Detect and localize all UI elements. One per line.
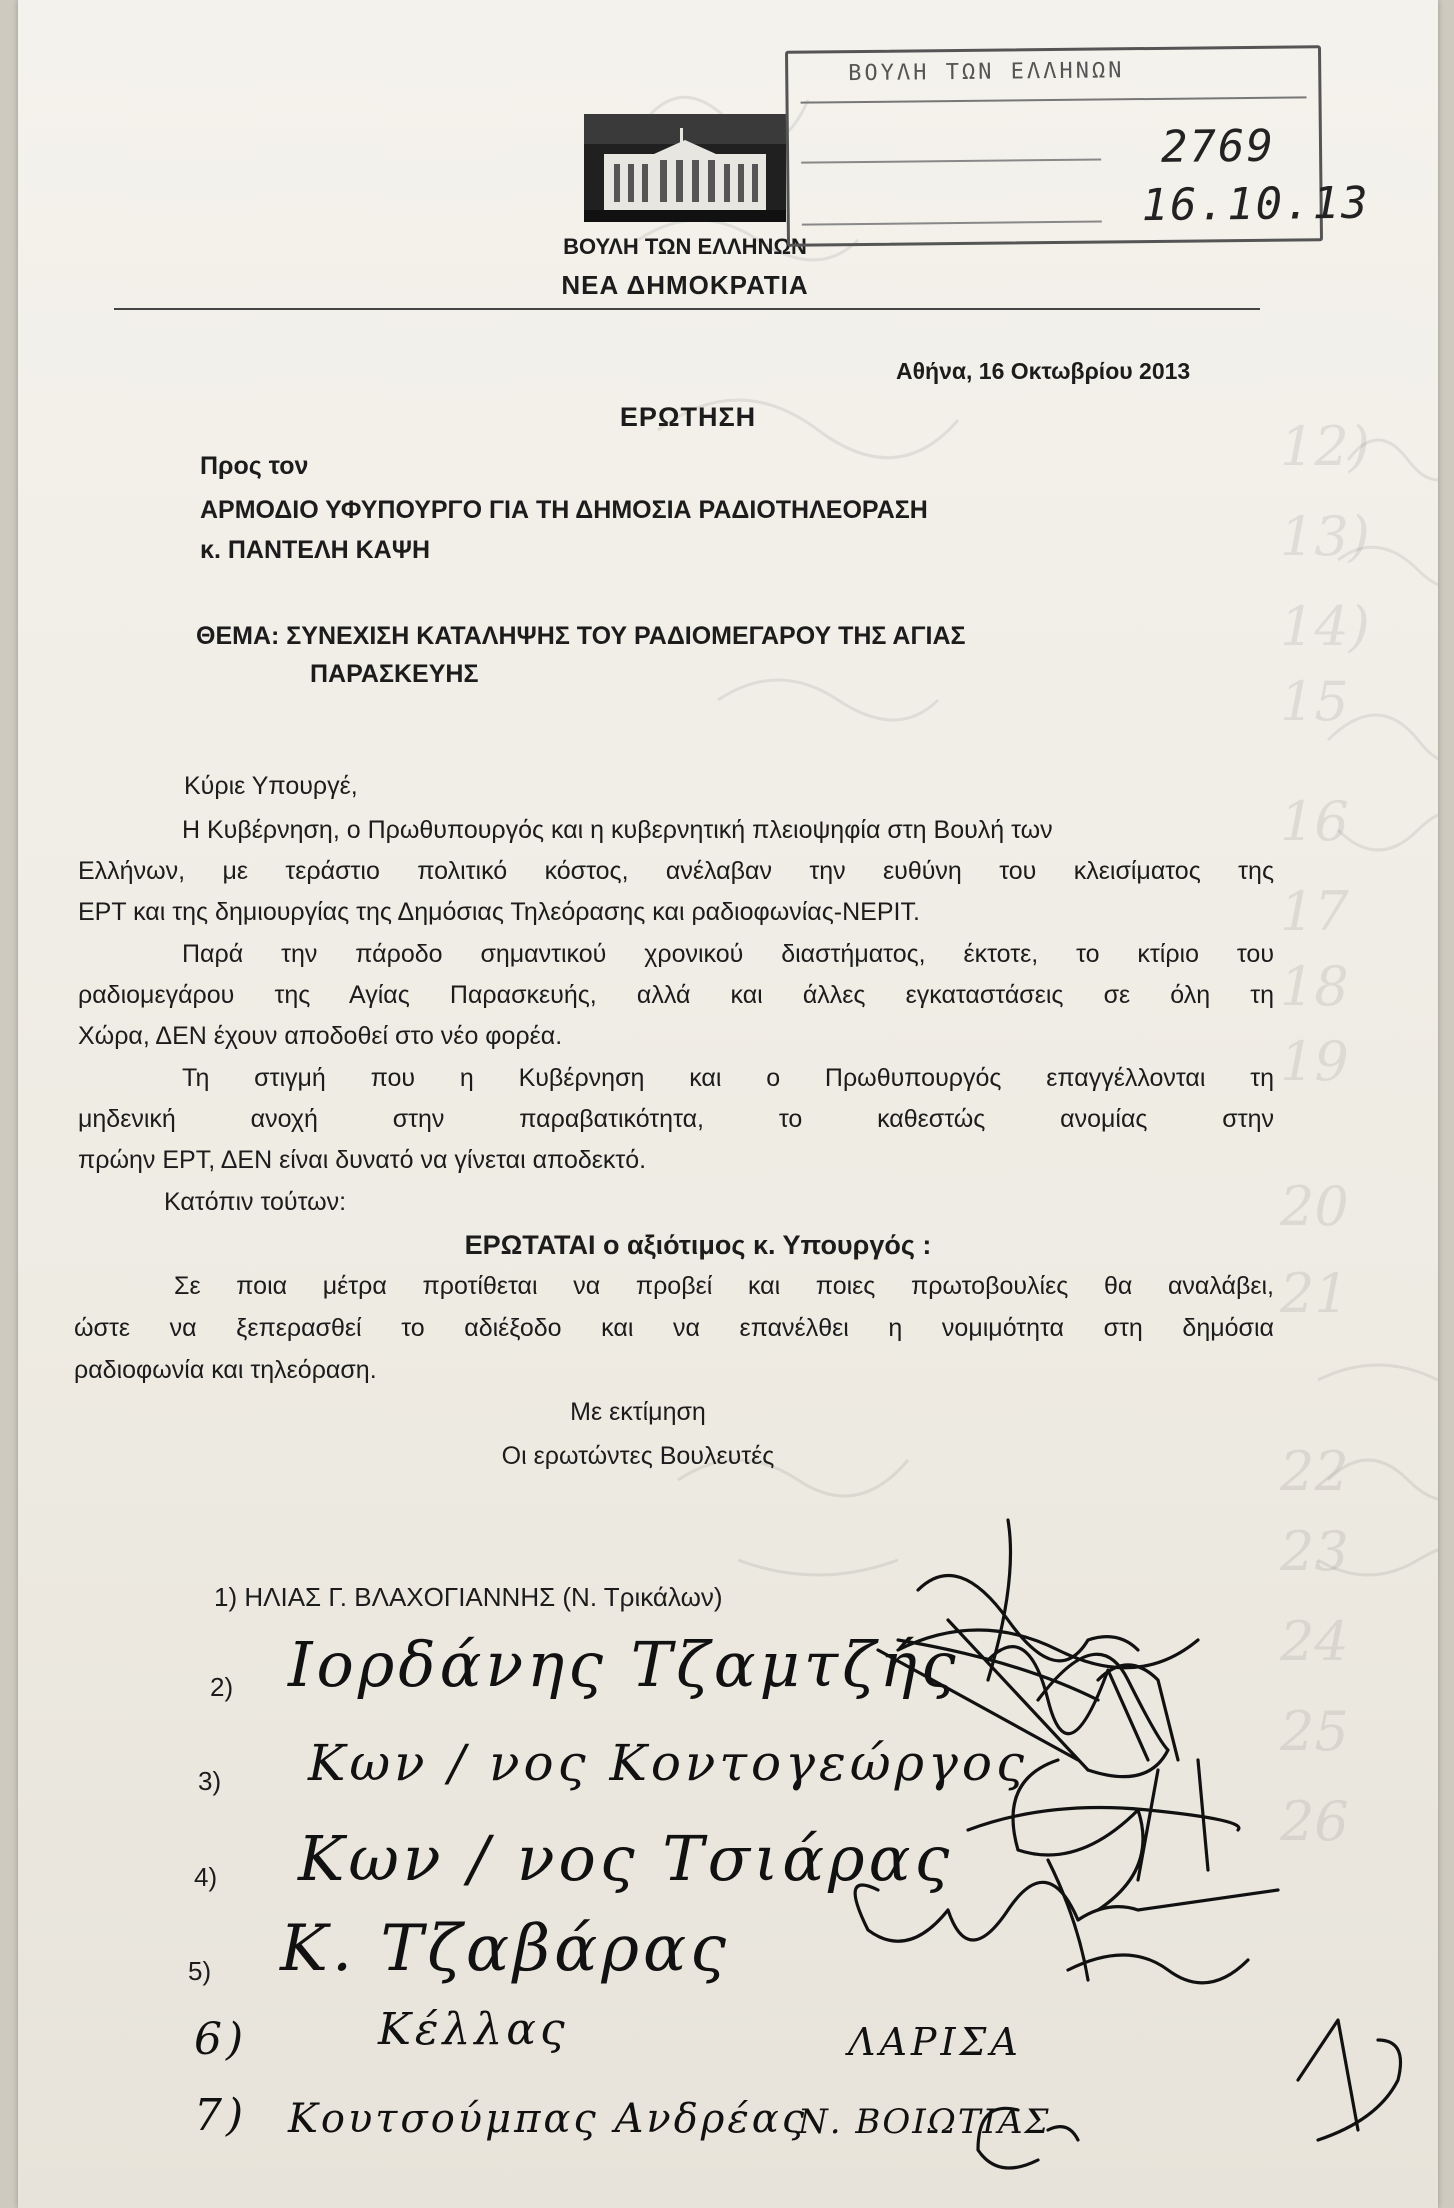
body-line: Τη στιγμή που η Κυβέρνηση και ο Πρωθυπουργός επαγγέλλονται τη: [182, 1064, 1274, 1092]
date-line: Αθήνα, 16 Οκτωβρίου 2013: [896, 358, 1191, 384]
bleed-num: 16: [1280, 790, 1349, 853]
stamp-protocol-number: 2769: [1160, 120, 1276, 173]
signatory-number: 5): [188, 1956, 212, 1986]
document-page: [18, 0, 1438, 2208]
signatory-handwritten-name: Κ. Τζαβάρας: [280, 1912, 730, 1986]
bleed-num: 12): [1280, 415, 1370, 478]
bleed-num: 25: [1280, 1700, 1349, 1763]
body-line: Χώρα, ΔΕΝ έχουν αποδοθεί στο νέο φορέα.: [78, 1022, 563, 1050]
bleed-num: 13): [1280, 505, 1370, 568]
body-line: Η Κυβέρνηση, ο Πρωθυπουργός και η κυβερνητική πλειοψηφία στη Βουλή των: [182, 816, 1053, 844]
signatory-handwritten-name: Κέλλας: [378, 2004, 569, 2055]
question-line: ώστε να ξεπερασθεί το αδιέξοδο και να επανέλθει η νομιμότητα στη δημόσια: [74, 1314, 1274, 1342]
body-line: πρώην ΕΡΤ, ΔΕΝ είναι δυνατό να γίνεται αποδεκτό.: [78, 1146, 647, 1174]
closing-signers: Οι ερωτώντες Βουλευτές: [501, 1442, 775, 1470]
parliament-building-logo: [584, 114, 786, 222]
signatory-number: 3): [198, 1766, 222, 1796]
handwritten-signatures: [838, 1500, 1438, 2200]
parliament-name: ΒΟΥΛΗ ΤΩΝ ΕΛΛΗΝΩΝ: [563, 234, 807, 259]
stamp-title: ΒΟΥΛΗ ΤΩΝ ΕΛΛΗΝΩΝ: [848, 58, 1125, 87]
signatory-constituency: ΛΑΡΙΣΑ: [848, 2020, 1022, 2064]
stamp-rule: [802, 221, 1102, 226]
signatory-1-typed: 1) ΗΛΙΑΣ Γ. ΒΛΑΧΟΓΙΑΝΝΗΣ (Ν. Τρικάλων): [214, 1582, 723, 1612]
subject-line-2: ΠΑΡΑΣΚΕΥΗΣ: [310, 660, 479, 688]
body-line: Ελλήνων, με τεράστιο πολιτικό κόστος, ανέλαβαν την ευθύνη του κλεισίματος της: [78, 857, 1274, 885]
signatory-handwritten-name: Κων / νος Κοντογεώργος: [308, 1734, 1029, 1792]
body-line: μηδενική ανοχή στην παραβατικότητα, το καθεστώς ανομίας στην: [78, 1105, 1274, 1133]
question-line: ραδιοφωνία και τηλεόραση.: [74, 1356, 377, 1384]
signatory-number: 2): [210, 1672, 234, 1702]
signatory-number: 6): [194, 2014, 248, 2065]
bleed-num: 26: [1280, 1790, 1349, 1853]
bleed-num: 18: [1280, 955, 1349, 1018]
stamp-date: 16.10.13: [1141, 177, 1370, 232]
signatory-handwritten-name: Κων / νος Τσιάρας: [298, 1822, 954, 1895]
bleed-num: 17: [1280, 880, 1349, 943]
document-title: ΕΡΩΤΗΣΗ: [619, 402, 757, 432]
question-heading: ΕΡΩΤΑΤΑΙ ο αξιότιμος κ. Υπουργός :: [464, 1230, 932, 1260]
recipient-to: Προς τον: [200, 452, 309, 480]
bleed-num: 23: [1280, 1520, 1349, 1583]
party-name: ΝΕΑ ΔΗΜΟΚΡΑΤΙΑ: [561, 270, 809, 300]
body-line: Κατόπιν τούτων:: [164, 1188, 347, 1216]
registration-stamp: [785, 45, 1370, 247]
bleed-num: 24: [1280, 1610, 1349, 1673]
bleed-num: 20: [1280, 1175, 1349, 1238]
bleed-num: 14): [1280, 595, 1370, 658]
signatory-constituency: Ν. ΒΟΙΩΤΙΑΣ: [798, 2102, 1051, 2142]
stamp-rule: [801, 159, 1101, 164]
signatory-handwritten-name: Ιορδάνης Τζαμτζής: [288, 1628, 960, 1701]
header-divider: [114, 308, 1260, 310]
body-line: ραδιομεγάρου της Αγίας Παρασκευής, αλλά και άλλες εγκαταστάσεις σε όλη τη: [78, 981, 1274, 1009]
bleed-num: 19: [1280, 1030, 1349, 1093]
bleed-num: 21: [1280, 1262, 1349, 1325]
signatory-number: 4): [194, 1862, 218, 1892]
signatory-handwritten-name: Κουτσούμπας Ανδρέας: [288, 2096, 808, 2142]
body-line: Παρά την πάροδο σημαντικού χρονικού διαστήματος, έκτοτε, το κτίριο του: [182, 940, 1274, 968]
recipient-office: ΑΡΜΟΔΙΟ ΥΦΥΠΟΥΡΓΟ ΓΙΑ ΤΗ ΔΗΜΟΣΙΑ ΡΑΔΙΟΤΗΛΕΟΡΑΣΗ: [200, 496, 928, 524]
question-line: Σε ποια μέτρα προτίθεται να προβεί και ποιες πρωτοβουλίες θα αναλάβει,: [174, 1272, 1274, 1300]
salutation: Κύριε Υπουργέ,: [184, 772, 358, 800]
closing-regards: Με εκτίμηση: [570, 1398, 706, 1426]
stamp-rule: [801, 96, 1307, 103]
body-line: ΕΡΤ και της δημιουργίας της Δημόσιας Τηλεόρασης και ραδιοφωνίας-ΝΕΡΙΤ.: [78, 898, 920, 926]
bleed-num: 15: [1280, 670, 1349, 733]
signatory-number: 7): [194, 2090, 248, 2141]
recipient-name: κ. ΠΑΝΤΕΛΗ ΚΑΨΗ: [200, 536, 431, 564]
subject-line-1: ΘΕΜΑ: ΣΥΝΕΧΙΣΗ ΚΑΤΑΛΗΨΗΣ ΤΟΥ ΡΑΔΙΟΜΕΓΑΡΟΥ ΤΗΣ ΑΓΙΑΣ: [196, 622, 966, 650]
bleed-num: 22: [1280, 1440, 1349, 1503]
